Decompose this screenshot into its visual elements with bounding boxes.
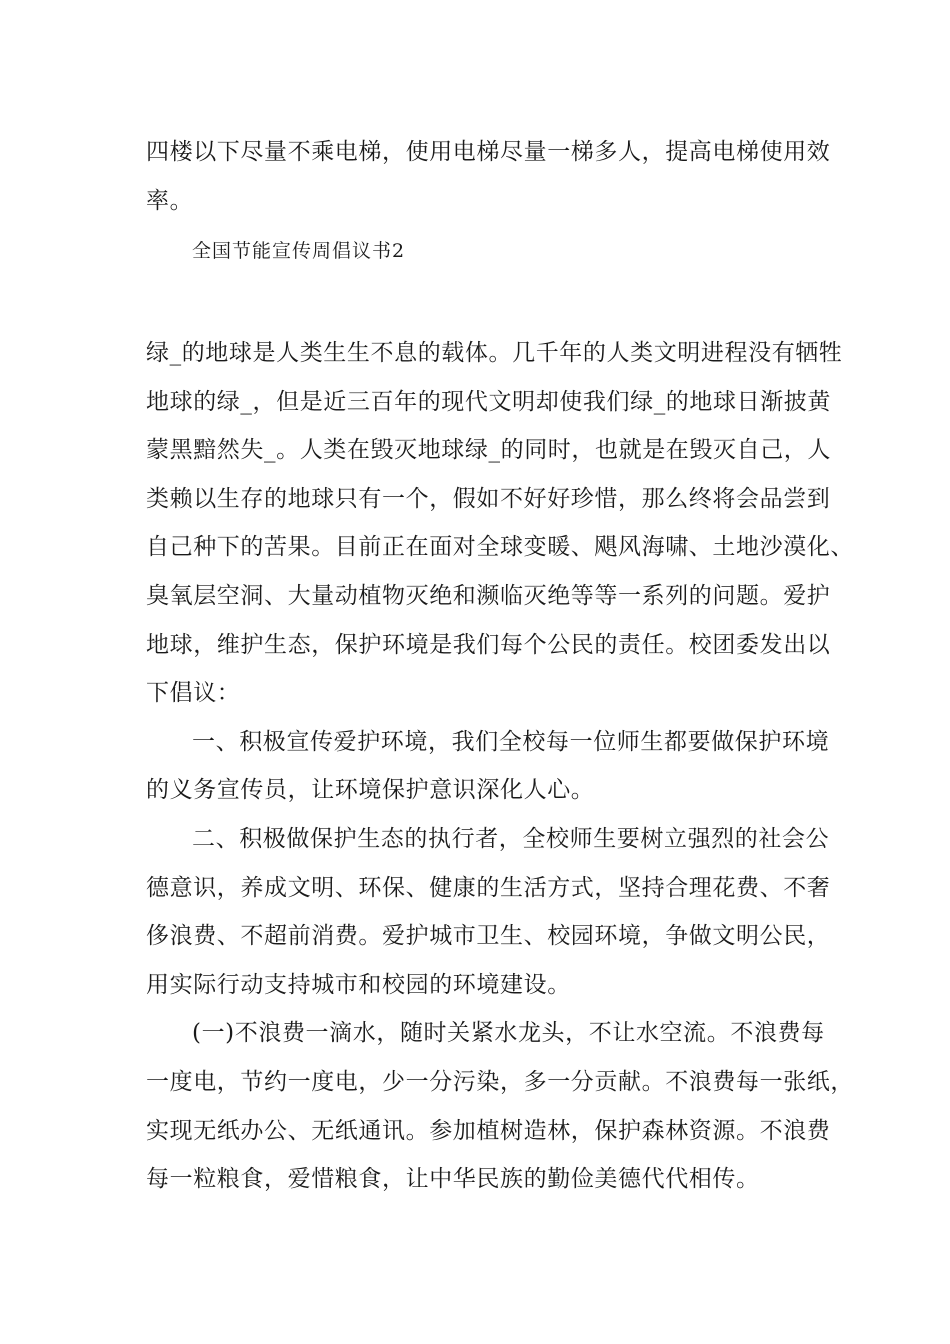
text-line: 臭氧层空洞、大量动植物灭绝和濒临灭绝等等一系列的问题。爱护 [146, 582, 831, 609]
text-line: 实现无纸办公、无纸通讯。参加植树造林，保护森林资源。不浪费 [146, 1117, 831, 1144]
text-line: 四楼以下尽量不乘电梯，使用电梯尽量一梯多人，提高电梯使用效 [146, 139, 831, 165]
text-line: 侈浪费、不超前消费。爱护城市卫生、校园环境，争做文明公民， [146, 923, 831, 950]
text-line: 的义务宣传员，让环境保护意识深化人心。 [146, 777, 595, 804]
text-line: 地球，维护生态，保护环境是我们每个公民的责任。校团委发出以 [146, 631, 831, 658]
text-line: 下倡议： [146, 680, 241, 707]
text-line: 绿_的地球是人类生生不息的载体。几千年的人类文明进程没有牺牲 [146, 340, 843, 366]
text-line: 类赖以生存的地球只有一个，假如不好好珍惜，那么终将会品尝到 [146, 485, 831, 512]
text-line: 率。 [146, 187, 194, 214]
top-paragraph [146, 128, 831, 225]
text-line: 德意识，养成文明、环保、健康的生活方式，坚持合理花费、不奢 [146, 874, 831, 901]
section-heading: 全国节能宣传周倡议书2 [192, 240, 406, 262]
text-line: 一、积极宣传爱护环境，我们全校每一位师生都要做保护环境 [192, 728, 830, 755]
body-text [146, 329, 854, 1204]
text-line: 自己种下的苦果。目前正在面对全球变暖、飓风海啸、土地沙漠化、 [146, 534, 854, 561]
text-line: 一度电，节约一度电，少一分污染，多一分贡献。不浪费每一张纸， [146, 1068, 854, 1095]
text-line: (一)不浪费一滴水，随时关紧水龙头，不让水空流。不浪费每 [192, 1020, 825, 1047]
text-line: 二、积极做保护生态的执行者，全校师生要树立强烈的社会公 [192, 825, 830, 852]
text-line: 用实际行动支持城市和校园的环境建设。 [146, 971, 571, 998]
text-line: 蒙黑黯然失_。人类在毁灭地球绿_的同时，也就是在毁灭自己，人 [146, 437, 831, 464]
text-line: 地球的绿_，但是近三百年的现代文明却使我们绿_的地球日渐披黄 [146, 388, 831, 415]
text-line: 每一粒粮食，爱惜粮食，让中华民族的勤俭美德代代相传。 [146, 1166, 760, 1193]
